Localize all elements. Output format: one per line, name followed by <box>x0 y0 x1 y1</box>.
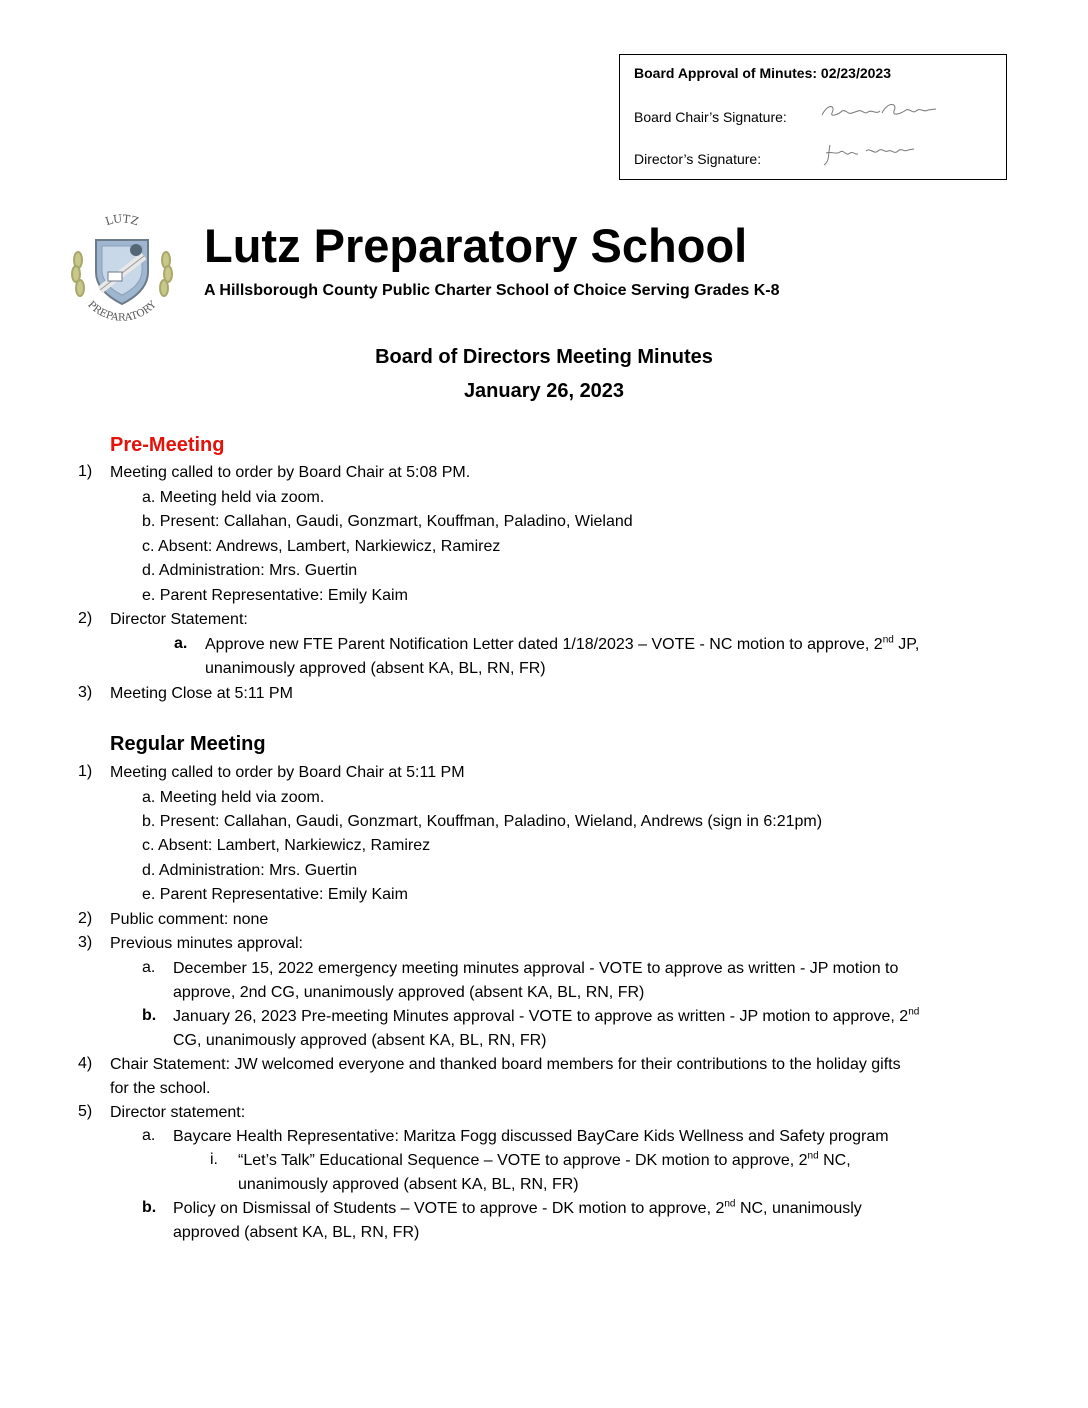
list-item: Director Statement: <box>110 611 248 628</box>
subitem-text: January 26, 2023 Pre-meeting Minutes approval - VOTE to approve as written - JP motion to approve, 2 <box>173 1008 909 1025</box>
list-item: Previous minutes approval: <box>110 935 303 952</box>
superscript: nd <box>882 634 894 646</box>
list-number: 4) <box>78 1055 93 1072</box>
subitem-text: Absent: Andrews, Lambert, Narkiewicz, Ramirez <box>158 538 501 555</box>
list-item: Meeting called to order by Board Chair at 5:08 PM. <box>110 464 471 481</box>
list-number: 1) <box>78 463 93 480</box>
subitem-label: b. <box>142 1199 157 1216</box>
list-number: 2) <box>78 910 93 927</box>
list-subitem <box>142 861 357 881</box>
subitem-text: Meeting held via zoom. <box>159 789 325 806</box>
chair-signature-label: Board Chair’s Signature: <box>634 109 787 125</box>
list-item: Director statement: <box>110 1104 246 1121</box>
subitem-text: Meeting held via zoom. <box>159 489 325 506</box>
pre-meeting-heading: Pre-Meeting <box>110 434 225 456</box>
subitem-label: d. <box>142 862 156 879</box>
subitem-label: d. <box>142 562 156 579</box>
approval-box <box>619 54 1007 180</box>
school-subtitle: A Hillsborough County Public Charter School of Choice Serving Grades K-8 <box>204 282 780 299</box>
subitem-text: NC, <box>818 1152 851 1169</box>
list-number: 3) <box>78 934 93 951</box>
school-crest-logo <box>64 210 180 322</box>
logo-text-top: LUTZ <box>103 212 141 229</box>
subitem-text: “Let’s Talk” Educational Sequence – VOTE to approve - DK motion to approve, 2 <box>238 1152 808 1169</box>
subitem-label: a. <box>142 959 156 976</box>
list-subsubitem <box>238 1151 851 1171</box>
list-subitem <box>142 561 357 581</box>
subitem-label: c. <box>142 538 155 555</box>
list-subitem: December 15, 2022 emergency meeting minutes approval - VOTE to approve as written - JP motion to <box>173 960 899 977</box>
regular-meeting-heading: Regular Meeting <box>110 733 266 755</box>
list-subitem <box>142 586 408 606</box>
director-signature-label: Director’s Signature: <box>634 151 762 167</box>
logo-text-bottom: PREPARATORY <box>85 299 159 322</box>
subitem-label: a. <box>142 789 156 806</box>
list-subitem-continuation: CG, unanimously approved (absent KA, BL, RN, FR) <box>173 1032 547 1049</box>
superscript: nd <box>807 1150 819 1162</box>
list-subitem <box>142 788 324 808</box>
list-subitem <box>142 836 430 856</box>
list-item-continuation: for the school. <box>110 1080 211 1097</box>
subitem-text: Parent Representative: Emily Kaim <box>159 886 408 903</box>
subitem-text: JP, <box>893 636 920 653</box>
subitem-label: c. <box>142 837 155 854</box>
list-subitem <box>173 1007 919 1027</box>
school-name: Lutz Preparatory School <box>204 219 748 272</box>
list-subitem <box>142 885 408 905</box>
subitem-label: e. <box>142 886 156 903</box>
list-number: 5) <box>78 1103 93 1120</box>
approval-date: Board Approval of Minutes: 02/23/2023 <box>634 65 891 81</box>
subitem-label: a. <box>174 635 188 652</box>
chair-signature <box>818 97 940 125</box>
subitem-label: a. <box>142 1127 156 1144</box>
list-number: 1) <box>78 763 93 780</box>
subsubitem-label: i. <box>210 1151 218 1168</box>
document-title: Board of Directors Meeting Minutes <box>375 346 713 368</box>
director-signature <box>820 139 920 169</box>
list-subitem <box>173 1199 862 1219</box>
list-subitem <box>142 512 633 532</box>
subitem-label: b. <box>142 513 156 530</box>
list-number: 3) <box>78 684 93 701</box>
list-subitem-continuation: approve, 2nd CG, unanimously approved (absent KA, BL, RN, FR) <box>173 984 645 1001</box>
subitem-label: b. <box>142 1007 157 1024</box>
subitem-label: b. <box>142 813 156 830</box>
subitem-text: NC, unanimously <box>735 1200 862 1217</box>
list-subitem <box>142 537 500 557</box>
list-subitem: Baycare Health Representative: Maritza Fogg discussed BayCare Kids Wellness and Safety program <box>173 1128 889 1145</box>
list-subsubitem-continuation: unanimously approved (absent KA, BL, RN, FR) <box>238 1176 579 1193</box>
subitem-label: a. <box>142 489 156 506</box>
list-subitem <box>142 488 324 508</box>
list-item: Public comment: none <box>110 911 269 928</box>
subitem-text: Administration: Mrs. Guertin <box>158 862 358 879</box>
document-date: January 26, 2023 <box>463 380 625 402</box>
subitem-text: Absent: Lambert, Narkiewicz, Ramirez <box>158 837 431 854</box>
list-item: Chair Statement: JW welcomed everyone and thanked board members for their contributions to the holiday gifts <box>110 1056 901 1073</box>
subitem-text: Parent Representative: Emily Kaim <box>159 587 408 604</box>
subitem-text: Administration: Mrs. Guertin <box>158 562 358 579</box>
list-subitem <box>205 635 919 655</box>
list-subitem-continuation: approved (absent KA, BL, RN, FR) <box>173 1224 420 1241</box>
subitem-text: Present: Callahan, Gaudi, Gonzmart, Kouffman, Paladino, Wieland <box>159 513 633 530</box>
list-subitem-continuation: unanimously approved (absent KA, BL, RN, FR) <box>205 660 546 677</box>
subitem-text: Approve new FTE Parent Notification Letter dated 1/18/2023 – VOTE - NC motion to approve, 2 <box>205 636 883 653</box>
subitem-text: Policy on Dismissal of Students – VOTE to approve - DK motion to approve, 2 <box>173 1200 725 1217</box>
subitem-label: e. <box>142 587 156 604</box>
list-subitem <box>142 812 822 832</box>
superscript: nd <box>908 1006 920 1018</box>
list-number: 2) <box>78 610 93 627</box>
subitem-text: Present: Callahan, Gaudi, Gonzmart, Kouffman, Paladino, Wieland, Andrews (sign in 6:21pm) <box>159 813 823 830</box>
superscript: nd <box>724 1198 736 1210</box>
list-item: Meeting called to order by Board Chair at 5:11 PM <box>110 764 465 781</box>
list-item: Meeting Close at 5:11 PM <box>110 685 293 702</box>
